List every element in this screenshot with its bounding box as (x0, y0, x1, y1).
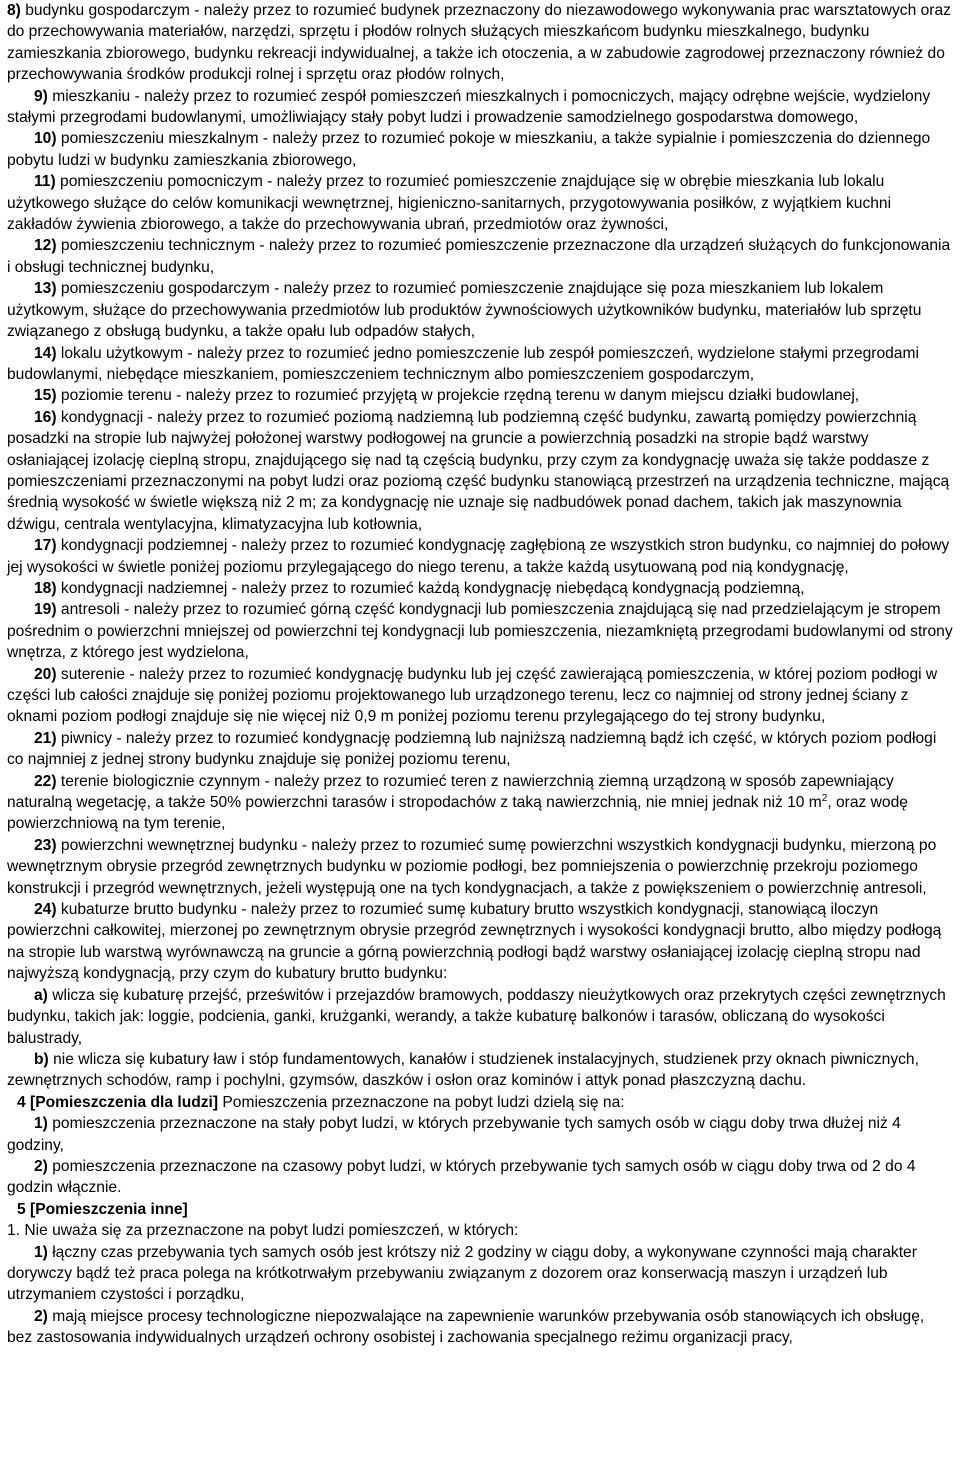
definition-item-19 (7, 599, 953, 663)
item-number: 19) (34, 601, 57, 619)
item-number: 14) (34, 344, 57, 362)
item-number: 18) (34, 579, 57, 597)
item-number: 2) (34, 1307, 48, 1325)
item-text: mają miejsce procesy technologiczne niepozwalające na zapewnienie warunków przebywania osób stanowiących ich obsługę, bez zastosowania indywidualnych urządzeń ochrony osobistej i zachowania specjalnego reżimu organizacji pracy, (7, 1307, 925, 1347)
item-text: kondygnacji podziemnej - należy przez to rozumieć kondygnację zagłębioną ze wszystkich stron budynku, co najmniej do połowy jej wysokości w świetle poniżej poziomu przylegającego do niego terenu, a także każdą usytuowaną pod nią kondygnację, (7, 537, 950, 576)
definition-item-11 (7, 171, 953, 235)
definition-item-18 (7, 578, 953, 599)
item-text: kondygnacji - należy przez to rozumieć poziomą nadziemną lub podziemną część budynku, zawartą pomiędzy powierzchnią posadzki na stropie lub najwyżej położonej warstwy podłogowej na gruncie a powierzchnią posadzki na stropie bądź warstwy osłaniającej izolację cieplną stropu, znajdującego się nad tą częścią budynku, przy czym za kondygnację uważa się także poddasze z pomieszczeniami przeznaczonymi na pobyt ludzi oraz poziomą część budynku stanowiącą przestrzeń na urządzenia techniczne, mającą średnią wysokość w świetle większą niż 2 m; za kondygnację nie uznaje się nadbudówek ponad dachem, takich jak maszynownia dźwigu, centrala wentylacyjna, klimatyzacyjna lub kotłownia, (7, 408, 950, 533)
definition-subitem-a (7, 985, 953, 1049)
definition-item-8 (7, 0, 953, 86)
item-number: 11) (34, 173, 56, 191)
item-number: 2) (34, 1157, 48, 1175)
item-number: 1) (34, 1115, 48, 1133)
item-text: pomieszczeniu technicznym - należy przez to rozumieć pomieszczenie przeznaczone dla urządzeń służących do funkcjonowania i obsługi technicznej budynku, (7, 237, 951, 276)
item-text: powierzchni wewnętrznej budynku - należy przez to rozumieć sumę powierzchni wszystkich kondygnacji budynku, mierzoną po wewnętrznym obrysie przegród zewnętrznych budynku w poziomie podłogi, bez pomniejszenia o powierzchnię przekroju poziomego konstrukcji i przegród wewnętrznych, jeżeli występują one na tych kondygnacjach, a także z powiększeniem o powierzchnię antresoli, (7, 836, 937, 897)
section-number: 5 (17, 1200, 26, 1218)
section-5-item-1 (7, 1242, 953, 1306)
item-number: 10) (34, 130, 57, 148)
definition-item-13 (7, 278, 953, 342)
item-number: 9) (34, 87, 48, 105)
definition-item-21 (7, 728, 953, 771)
item-text: łączny czas przebywania tych samych osób jest krótszy niż 2 godziny w ciągu doby, a wykonywane czynności mają charakter dorywczy bądź też praca polega na krótkotrwałym przebywaniu związanym z dozorem oraz konserwacją maszyn i urządzeń lub utrzymaniem czystości i porządku, (7, 1243, 917, 1304)
definition-item-10 (7, 128, 953, 171)
item-text: antresoli - należy przez to rozumieć górną część kondygnacji lub pomieszczenia znajdującą się nad przedzielającym je stropem pośrednim o powierzchni mniejszej od powierzchni tej kondygnacji lub pomieszczenia, niezamkniętą przegrodami budowlanymi od strony wnętrza, z którego jest wydzielona, (7, 601, 953, 662)
document-page (7, 0, 953, 1349)
item-letter: b) (34, 1050, 49, 1068)
superscript-2: 2 (821, 793, 828, 805)
item-number: 24) (34, 901, 57, 919)
definition-item-22 (7, 771, 953, 835)
section-text: Pomieszczenia przeznaczone na pobyt ludzi dzielą się na: (222, 1093, 625, 1111)
definition-item-9 (7, 86, 953, 129)
section-number: 4 (17, 1093, 26, 1111)
item-text: pomieszczenia przeznaczone na stały pobyt ludzi, w których przebywanie tych samych osób w ciągu doby trwa dłużej niż 4 godziny, (7, 1115, 901, 1154)
section-title: [Pomieszczenia dla ludzi] (30, 1093, 219, 1111)
item-number: 16) (34, 408, 57, 426)
definition-item-14 (7, 343, 953, 386)
item-number: 13) (34, 280, 57, 298)
item-text: kubaturze brutto budynku - należy przez to rozumieć sumę kubatury brutto wszystkich kondygnacji, stanowiącą iloczyn powierzchni całkowitej, mierzonej po zewnętrznym obrysie przegród zewnętrznych i wysokości kondygnacji brutto, albo między podłogą na stropie lub warstwą wyrównawczą na gruncie a górną powierzchnią podłogi bądź warstwy osłaniającej izolację cieplną stropu nad najwyższą kondygnacją, przy czym do kubatury brutto budynku: (7, 901, 942, 983)
item-text: poziomie terenu - należy przez to rozumieć przyjętą w projekcie rzędną terenu w danym miejscu działki budowlanej, (60, 387, 860, 405)
item-letter: a) (34, 986, 48, 1004)
item-number: 8) (7, 2, 21, 19)
item-number: 1) (34, 1243, 48, 1261)
item-text: budynku gospodarczym - należy przez to rozumieć budynek przeznaczony do niezawodowego wykonywania prac warsztatowych oraz do przechowywania materiałów, narzędzi, sprzętu i płodów rolnych służących mieszkańcom budynku mieszkalnego, budynku zamieszkania zbiorowego, budynku rekreacji indywidualnej, a także ich otoczenia, a w zabudowie zagrodowej przeznaczony również do przechowywania środków produkcji rolnej i sprzętu oraz płodów rolnych, (7, 2, 951, 84)
section-4-item-2 (7, 1156, 953, 1199)
definition-item-12 (7, 235, 953, 278)
item-number: 17) (34, 537, 57, 555)
definition-item-20 (7, 664, 953, 728)
definition-item-15 (7, 385, 953, 406)
item-text: piwnicy - należy przez to rozumieć kondygnację podziemną lub najniższą nadziemną bądź ich część, w których poziom podłogi co najmniej z jednej strony budynku znajduje się poniżej poziomu terenu, (7, 729, 937, 769)
section-title: [Pomieszczenia inne] (30, 1200, 188, 1218)
item-number: 20) (34, 665, 57, 683)
item-text: wlicza się kubaturę przejść, prześwitów i przejazdów bramowych, poddaszy nieużytkowych oraz przekrytych części zewnętrznych budynku, takich jak: loggie, podcienia, ganki, krużganki, werandy, a także kubaturę balkonów i tarasów, obliczaną do wysokości balustrady, (7, 986, 946, 1047)
section-4-heading (7, 1092, 953, 1113)
section-5-item-2 (7, 1306, 953, 1349)
item-number: 12) (34, 237, 57, 255)
item-text: suterenie - należy przez to rozumieć kondygnację budynku lub jej część zawierającą pomieszczenia, w której poziom podłogi w części lub całości znajduje się poniżej poziomu projektowanego lub urządzonego terenu, lecz co najmniej od strony jednej ściany z oknami poziom podłogi znajduje się nie więcej niż 0,9 m poniżej poziomu terenu przylegającego do tej strony budynku, (7, 665, 938, 726)
item-number: 22) (34, 772, 57, 790)
item-number: 23) (34, 836, 57, 854)
definition-subitem-b (7, 1049, 953, 1092)
section-4-item-1 (7, 1113, 953, 1156)
item-text: pomieszczeniu pomocniczym - należy przez to rozumieć pomieszczenie znajdujące się w obrębie mieszkania lub lokalu użytkowego służące do celów komunikacji wewnętrznej, higieniczno-sanitarnych, przygotowywania posiłków, z wyjątkiem kuchni zakładów żywienia zbiorowego, a także do przechowywania ubrań, przedmiotów oraz żywności, (7, 173, 892, 234)
item-text: terenie biologicznie czynnym - należy przez to rozumieć teren z nawierzchnią ziemną urządzoną w sposób zapewniający naturalną wegetację, a także 50% powierzchni tarasów i stropodachów z taką nawierzchnią, nie mniej jednak niż 10 m (7, 772, 894, 812)
item-text: pomieszczeniu mieszkalnym - należy przez to rozumieć pokoje w mieszkaniu, a także sypialnie i pomieszczenia do dziennego pobytu ludzi w budynku zamieszkania zbiorowego, (7, 130, 931, 169)
item-text: pomieszczeniu gospodarczym - należy przez to rozumieć pomieszczenie znajdujące się poza mieszkaniem lub lokalem użytkowym, służące do przechowywania przedmiotów lub produktów żywnościowych użytkowników budynku, materiałów lub sprzętu związanego z obsługą budynku, a także opału lub odpadów stałych, (7, 280, 922, 341)
section-5-point-1: 1. Nie uważa się za przeznaczone na pobyt ludzi pomieszczeń, w których: (7, 1222, 519, 1240)
definition-item-16 (7, 407, 953, 535)
item-text-tail: , oraz wodę powierzchniową na tym terenie, (7, 794, 908, 833)
item-text: pomieszczenia przeznaczone na czasowy pobyt ludzi, w których przebywanie tych samych osób w ciągu doby trwa od 2 do 4 godzin włącznie. (7, 1157, 916, 1197)
item-number: 21) (34, 729, 57, 747)
item-number: 15) (34, 387, 57, 405)
section-5-heading (7, 1199, 953, 1220)
item-text: lokalu użytkowym - należy przez to rozumieć jedno pomieszczenie lub zespół pomieszczeń, wydzielone stałymi przegrodami budowlanymi, niebędące mieszkaniem, pomieszczeniem technicznym albo pomieszczeniem gospodarczym, (7, 344, 919, 383)
definition-item-17 (7, 535, 953, 578)
definition-item-24 (7, 899, 953, 985)
item-text: kondygnacji nadziemnej - należy przez to rozumieć każdą kondygnację niebędącą kondygnacją podziemną, (60, 579, 805, 597)
item-text: nie wlicza się kubatury ław i stóp fundamentowych, kanałów i studzienek instalacyjnych, studzienek przy oknach piwnicznych, zewnętrznych schodów, ramp i pochylni, gzymsów, daszków i osłon oraz kominów i attyk ponad płaszczyzną dachu. (7, 1050, 919, 1090)
item-text: mieszkaniu - należy przez to rozumieć zespół pomieszczeń mieszkalnych i pomocniczych, mający odrębne wejście, wydzielony stałymi przegrodami budowlanymi, umożliwiający stały pobyt ludzi i prowadzenie samodzielnego gospodarstwa domowego, (7, 87, 931, 127)
definition-item-23 (7, 835, 953, 899)
